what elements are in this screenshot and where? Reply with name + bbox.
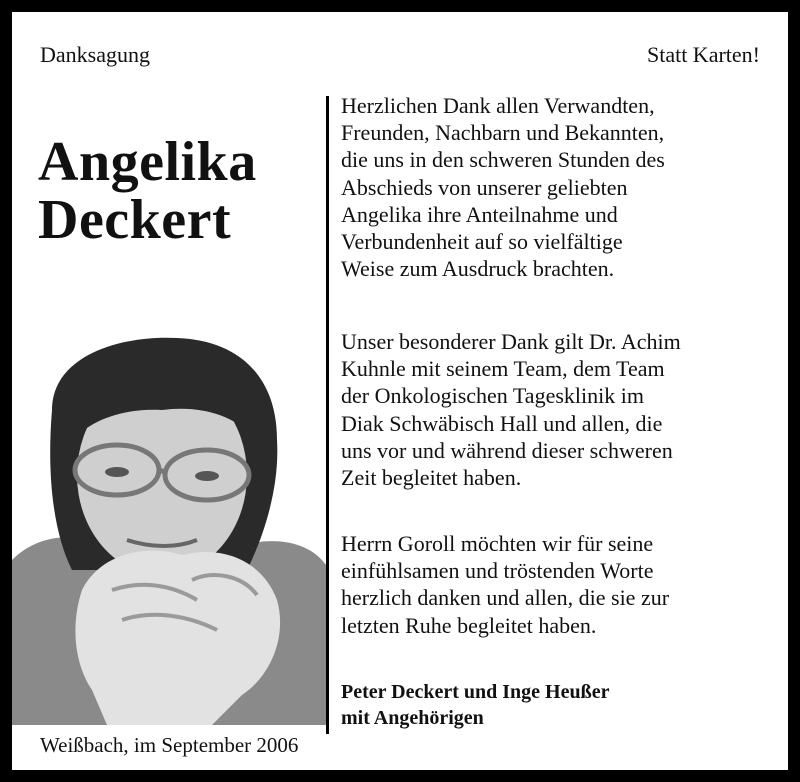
deceased-name	[38, 133, 257, 249]
signature-line: Peter Deckert und Inge Heußer	[341, 681, 610, 703]
paragraph-line: Herrn Goroll möchten wir für seine	[341, 531, 654, 556]
paragraph-line: die uns in den schweren Stunden des	[341, 147, 665, 173]
last-name: Deckert	[38, 189, 232, 251]
paragraph-line: Angelika ihre Anteilnahme und	[341, 201, 618, 227]
header-statt-karten: Statt Karten!	[646, 42, 760, 67]
paragraph-line: uns vor und während dieser schweren	[341, 437, 673, 463]
paragraph-line: Weise zum Ausdruck brachten.	[341, 256, 615, 282]
signature	[341, 679, 609, 731]
thanks-paragraph-3	[341, 530, 669, 639]
paragraph-line: einfühlsamen und tröstenden Worte	[341, 558, 654, 584]
paragraph-line: Freunden, Nachbarn und Bekannten,	[341, 120, 665, 146]
paragraph-line: Abschieds von unserer geliebten	[341, 174, 628, 200]
first-name: Angelika	[38, 131, 257, 193]
paragraph-line: der Onkologischen Tagesklinik im	[341, 383, 644, 409]
paragraph-line: letzten Ruhe begleitet haben.	[341, 612, 597, 638]
column-divider	[326, 96, 329, 734]
place-and-date: Weißbach, im September 2006	[40, 733, 299, 757]
paragraph-line: Herzlichen Dank allen Verwandten,	[341, 93, 655, 118]
portrait-illustration	[12, 330, 326, 725]
paragraph-line: Unser besonderer Dank gilt Dr. Achim	[341, 329, 681, 354]
paragraph-line: Kuhnle mit seinem Team, dem Team	[341, 356, 665, 382]
paragraph-line: Zeit begleitet haben.	[341, 465, 522, 491]
thanks-paragraph-2	[341, 328, 681, 491]
signature-line: mit Angehörigen	[341, 707, 484, 729]
header-danksagung: Danksagung	[40, 42, 150, 67]
thanks-paragraph-1	[341, 92, 665, 282]
portrait-photo	[12, 330, 326, 725]
paragraph-line: Verbundenheit auf so vielfältige	[341, 229, 623, 255]
paragraph-line: Diak Schwäbisch Hall und allen, die	[341, 410, 663, 436]
paragraph-line: herzlich danken und allen, die sie zur	[341, 585, 670, 611]
